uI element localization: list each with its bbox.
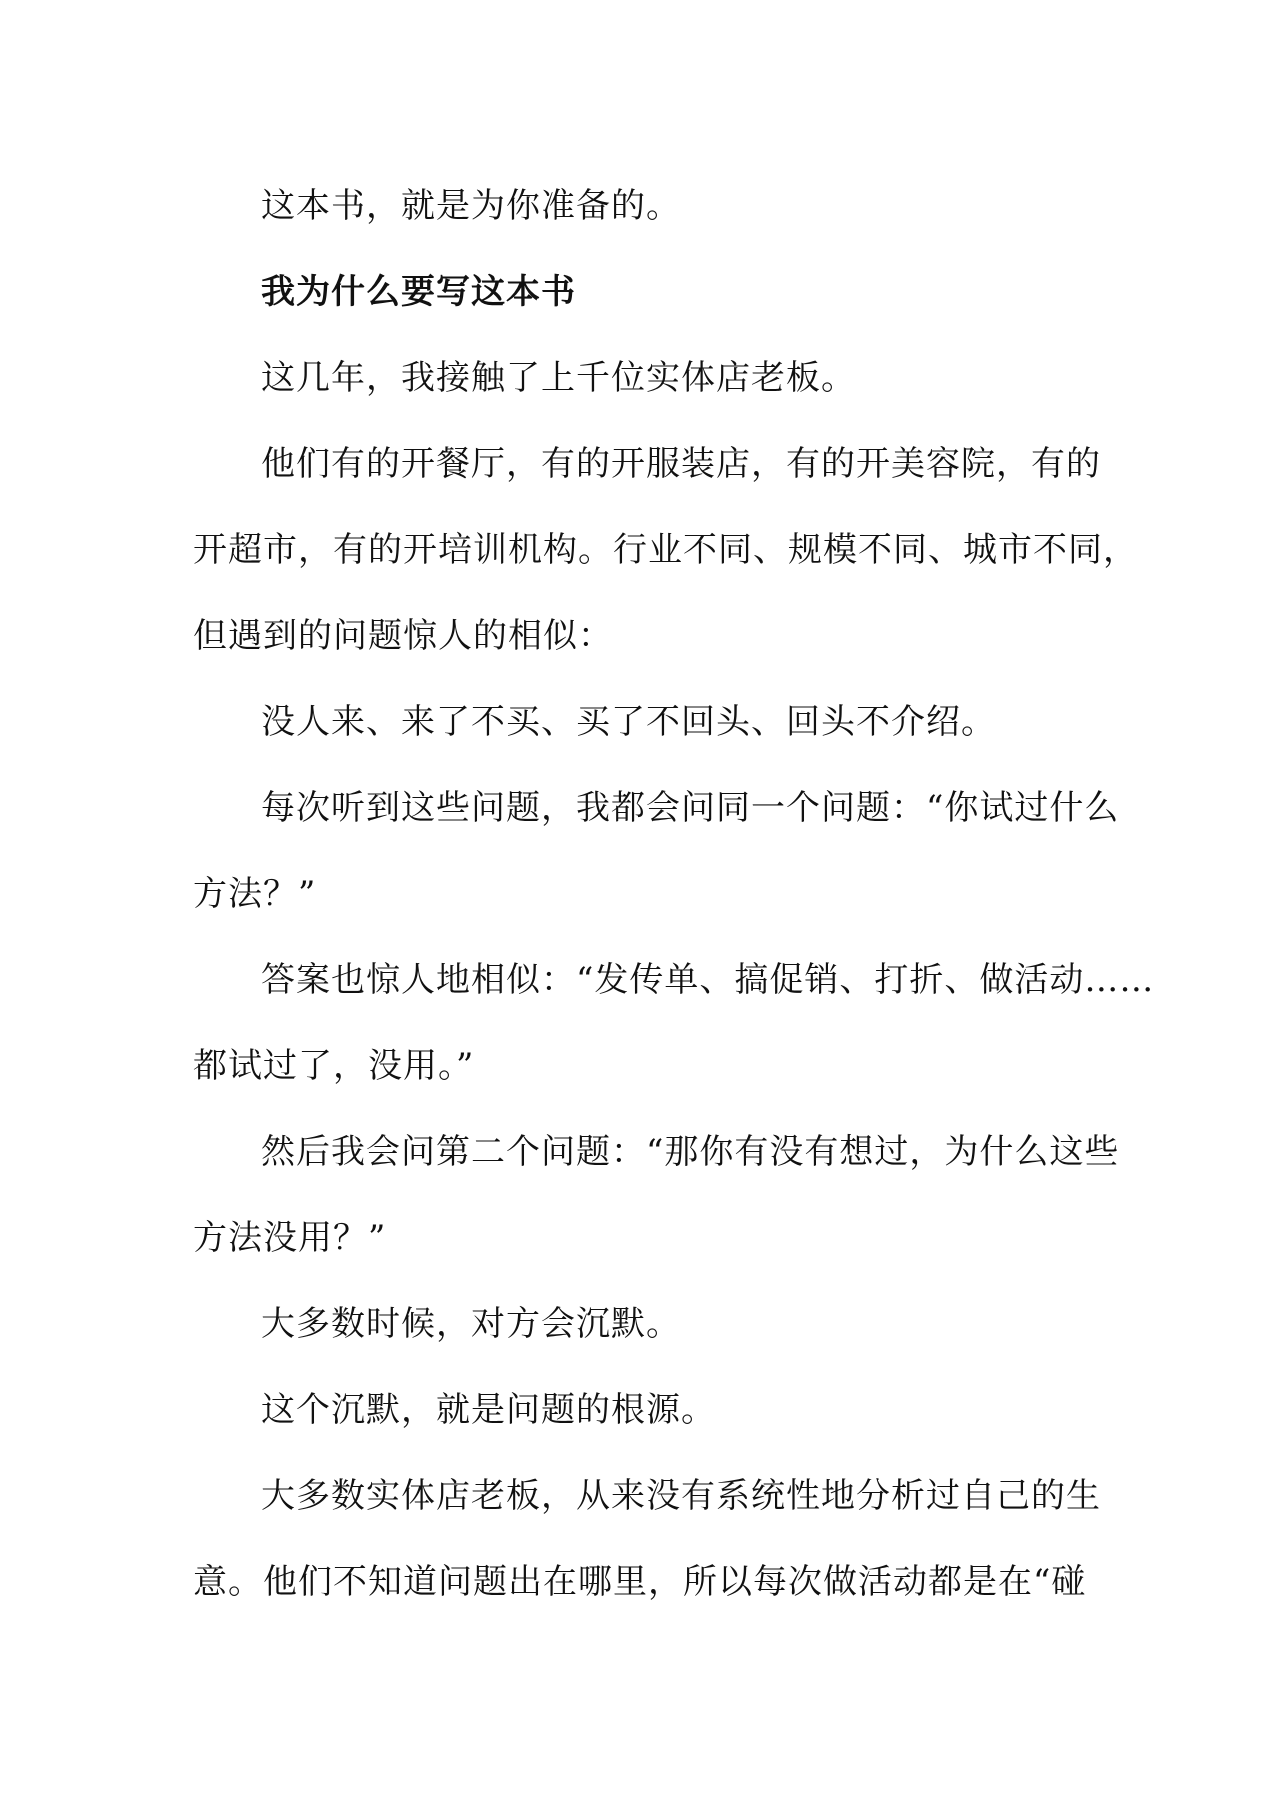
paragraph-line: 他们有的开餐厅，有的开服装店，有的开美容院，有的	[261, 444, 1101, 484]
paragraph-line: 但遇到的问题惊人的相似：	[193, 616, 613, 656]
paragraph-line: 都试过了，没用。”	[193, 1046, 475, 1086]
paragraph-line: 然后我会问第二个问题：“那你有没有想过，为什么这些	[261, 1132, 1120, 1172]
paragraph-line: 这个沉默，就是问题的根源。	[261, 1390, 716, 1430]
paragraph-line: 大多数实体店老板，从来没有系统性地分析过自己的生	[261, 1476, 1101, 1516]
paragraph-line: 每次听到这些问题，我都会问同一个问题：“你试过什么	[261, 788, 1120, 828]
paragraph-line: 大多数时候，对方会沉默。	[261, 1304, 681, 1344]
paragraph-line: 没人来、来了不买、买了不回头、回头不介绍。	[261, 702, 996, 742]
section-heading: 我为什么要写这本书	[261, 272, 576, 312]
page-body	[193, 163, 1155, 1625]
paragraph-line: 方法？”	[193, 874, 317, 914]
paragraph-line: 答案也惊人地相似：“发传单、搞促销、打折、做活动……	[261, 960, 1155, 1000]
paragraph-line: 这本书，就是为你准备的。	[261, 186, 681, 226]
paragraph-line: 意。他们不知道问题出在哪里，所以每次做活动都是在“碰	[193, 1562, 1087, 1602]
paragraph-line: 开超市，有的开培训机构。行业不同、规模不同、城市不同，	[193, 530, 1138, 570]
paragraph-line: 方法没用？”	[193, 1218, 387, 1258]
paragraph-line: 这几年，我接触了上千位实体店老板。	[261, 358, 856, 398]
